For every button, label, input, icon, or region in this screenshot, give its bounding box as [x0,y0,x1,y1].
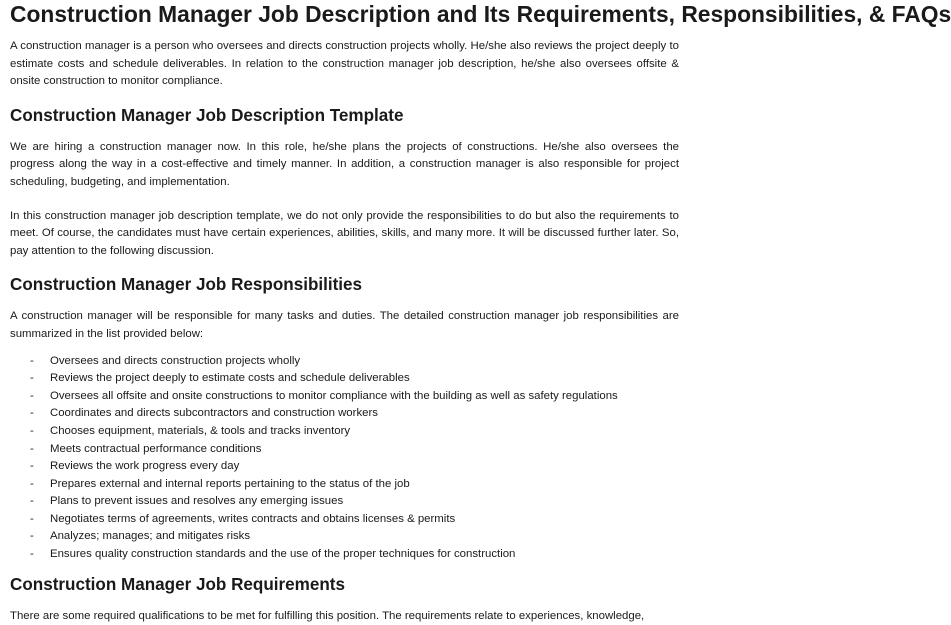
list-item [30,353,679,371]
list-item [30,370,679,388]
list-item-text: Chooses equipment, materials, & tools and tracks inventory [50,424,351,437]
list-item [30,476,679,494]
list-item [30,528,679,546]
responsibilities-intro: A construction manager will be responsible for many tasks and duties. The detailed construction manager job responsibilities are summarized in the list provided below: [10,310,679,340]
bullet-dash: - [30,442,34,455]
bullet-dash: - [30,548,34,561]
list-item [30,511,679,529]
bullet-dash: - [30,354,34,367]
list-item [30,546,679,564]
list-item [30,441,679,459]
list-item-text: Ensures quality construction standards and the use of the proper techniques for construction [50,548,516,561]
requirements-intro: There are some required qualifications to be met for fulfilling this position. The requirements relate to experiences, knowledge, [10,609,645,622]
list-item-text: Oversees and directs construction projects wholly [50,354,301,367]
list-item-text: Negotiates terms of agreements, writes contracts and obtains licenses & permits [50,512,456,525]
responsibilities-list [10,353,679,564]
list-item [30,388,679,406]
bullet-dash: - [30,389,34,402]
bullet-dash: - [30,512,34,525]
document-title: Construction Manager Job Description and Its Requirements, Responsibilities, & FAQs [10,1,951,27]
bullet-dash: - [30,407,34,420]
list-item-text: Reviews the work progress every day [50,460,240,473]
bullet-dash: - [30,495,34,508]
list-item-text: Meets contractual performance conditions [50,442,262,455]
list-item-text: Oversees all offsite and onsite constructions to monitor compliance with the building as well as safety regulations [50,389,618,402]
bullet-dash: - [30,530,34,543]
list-item-text: Coordinates and directs subcontractors and construction workers [50,407,378,420]
list-item-text: Plans to prevent issues and resolves any emerging issues [50,495,344,508]
responsibilities-heading: Construction Manager Job Responsibilities [10,275,363,295]
bullet-dash: - [30,477,34,490]
intro-paragraph: A construction manager is a person who oversees and directs construction projects wholly. He/she also reviews the project deeply to estimate costs and schedule deliverables. In relation to the construction manager job description, he/she also oversees offsite & onsite construction to monitor compliance. [10,40,679,88]
list-item [30,458,679,476]
list-item-text: Prepares external and internal reports pertaining to the status of the job [50,477,410,490]
template-heading: Construction Manager Job Description Template [10,105,404,125]
bullet-dash: - [30,372,34,385]
bullet-dash: - [30,460,34,473]
bullet-dash: - [30,424,34,437]
list-item [30,423,679,441]
template-paragraph-1: We are hiring a construction manager now. In this role, he/she plans the projects of constructions. He/she also oversees the progress along the way in a cost-effective and timely manner. In addition, a construction manager is also responsible for project scheduling, budgeting, and implementation. [10,140,679,188]
list-item [30,493,679,511]
list-item-text: Reviews the project deeply to estimate costs and schedule deliverables [50,372,410,385]
list-item-text: Analyzes; manages; and mitigates risks [50,530,251,543]
requirements-heading: Construction Manager Job Requirements [10,574,345,594]
list-item [30,405,679,423]
template-paragraph-2: In this construction manager job description template, we do not only provide the responsibilities to do but also the requirements to meet. Of course, the candidates must have certain experiences, abilities, skills, and many more. It will be discussed further later. So, pay attention to the following discussion. [10,209,679,257]
